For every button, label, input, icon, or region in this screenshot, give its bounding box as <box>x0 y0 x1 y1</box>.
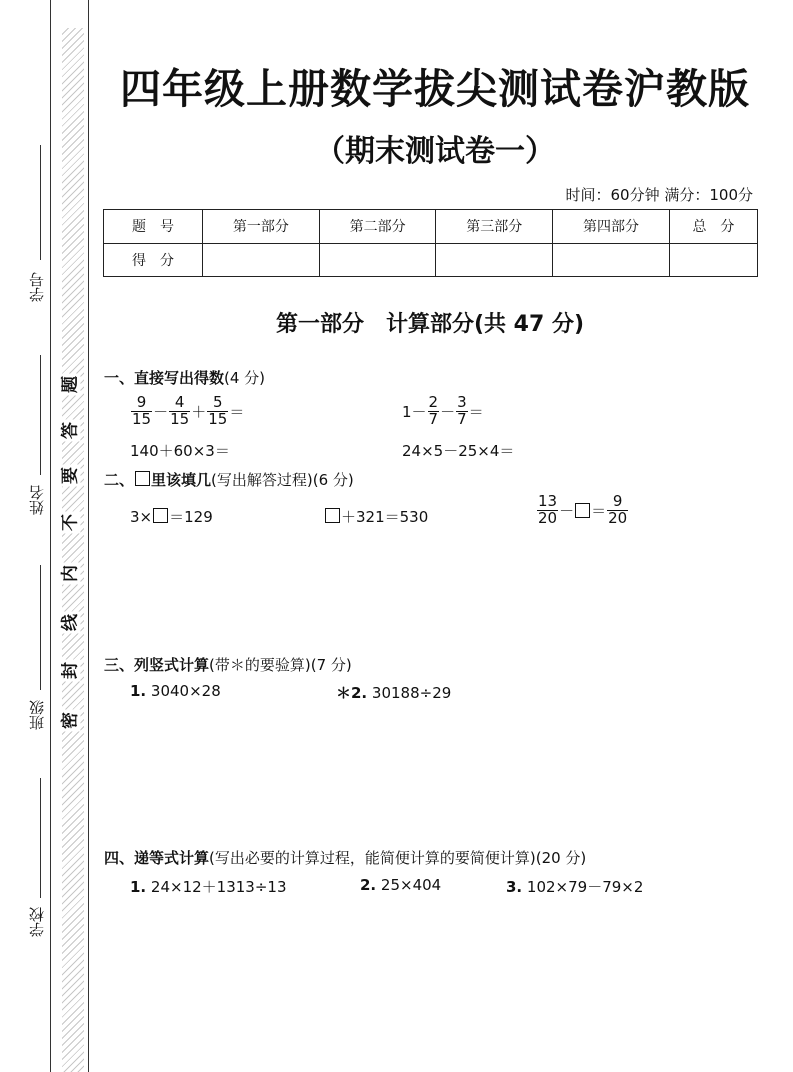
score-cell-part2[interactable] <box>319 243 436 277</box>
question-number: 2. <box>360 876 377 894</box>
s1-question1 <box>130 395 244 428</box>
score-header-cell: 总 分 <box>669 210 757 244</box>
seal-char: 密 <box>56 710 81 732</box>
section2-note: (写出解答过程)(6 分) <box>211 471 354 489</box>
fraction: $\frac{3}{7}$ <box>457 393 467 428</box>
question-number: 1. <box>130 682 147 700</box>
s1-question3: 140＋60×3＝ <box>130 442 230 460</box>
class-label: 班级 <box>28 700 46 730</box>
section1-title: 一、直接写出得数 <box>104 369 225 387</box>
section2-heading <box>104 469 354 490</box>
school-blank[interactable] <box>40 778 41 898</box>
section1-points: (4 分) <box>224 369 266 387</box>
fraction: $\frac{5}{15}$ <box>208 393 228 428</box>
question-number: ＊2. <box>336 684 368 702</box>
score-cell-part3[interactable] <box>436 243 553 277</box>
part1-title: 第一部分 计算部分(共 47 分) <box>275 312 585 337</box>
seal-char: 题 <box>56 374 81 396</box>
expression-text: ＋321＝530 <box>341 508 429 526</box>
operator: － <box>153 402 169 421</box>
s2-question3 <box>536 494 629 527</box>
blank-box-icon <box>153 508 168 523</box>
expression-text: 1－ <box>402 402 427 421</box>
binding-hatch <box>62 28 84 1072</box>
page-title: 四年级上册数学拔尖测试卷沪教版 <box>120 65 750 113</box>
score-row-label: 得 分 <box>104 243 203 277</box>
s4-question1 <box>130 876 287 897</box>
expression-text: ＝129 <box>169 508 213 526</box>
s2-question1 <box>130 506 213 527</box>
s1-question2 <box>402 395 484 428</box>
expression-text: 102×79－79×2 <box>526 878 644 896</box>
school-label: 学校 <box>28 907 46 937</box>
score-cell-part4[interactable] <box>553 243 670 277</box>
binding-line-inner <box>88 0 89 1072</box>
section1-heading <box>104 367 265 388</box>
seal-char: 线 <box>56 612 81 634</box>
s2-question2 <box>324 506 428 527</box>
fraction: $\frac{13}{20}$ <box>538 492 558 527</box>
expression-text: 25×404 <box>380 876 442 894</box>
section3-title: 三、列竖式计算 <box>104 656 210 674</box>
operator: － <box>440 402 456 421</box>
section4-title: 四、递等式计算 <box>104 849 210 867</box>
section4-heading <box>104 847 586 868</box>
fraction: $\frac{2}{7}$ <box>428 393 439 428</box>
section3-heading <box>104 654 352 675</box>
score-table-header-row <box>104 210 758 244</box>
operator: ＋ <box>191 402 207 421</box>
fraction: $\frac{4}{15}$ <box>170 393 190 428</box>
time-info: 时间：60分钟 满分：100分 <box>565 186 753 204</box>
student-id-label: 学号 <box>28 272 46 302</box>
question-number: 1. <box>130 878 147 896</box>
section3-note: (带＊的要验算)(7 分) <box>209 656 352 674</box>
section2-title: 里该填几 <box>151 471 212 489</box>
fraction: $\frac{9}{20}$ <box>608 492 628 527</box>
expression-text: 24×12＋1313÷13 <box>150 878 287 896</box>
score-header-cell: 第一部分 <box>203 210 320 244</box>
score-header-cell: 题 号 <box>104 210 203 244</box>
seal-char: 封 <box>56 660 81 682</box>
page-subtitle: （期末测试卷一） <box>315 134 555 169</box>
expression-text: 3× <box>130 508 153 526</box>
name-label: 姓名 <box>28 485 46 515</box>
student-id-blank[interactable] <box>40 145 41 260</box>
expression-text: 3040×28 <box>150 682 221 700</box>
seal-char: 要 <box>56 465 81 487</box>
name-blank[interactable] <box>40 355 41 475</box>
seal-char: 答 <box>56 420 81 442</box>
blank-box-icon <box>325 508 340 523</box>
seal-char: 内 <box>56 563 81 585</box>
s1-question4: 24×5－25×4＝ <box>402 442 515 460</box>
question-number: 3. <box>506 878 523 896</box>
class-blank[interactable] <box>40 565 41 690</box>
blank-box-icon <box>135 471 150 486</box>
expression-text: 30188÷29 <box>371 684 452 702</box>
score-header-cell: 第四部分 <box>553 210 670 244</box>
score-table <box>103 209 758 277</box>
fraction: $\frac{9}{15}$ <box>132 393 152 428</box>
blank-box-icon <box>575 503 590 518</box>
s3-question1 <box>130 682 221 700</box>
score-header-cell: 第三部分 <box>436 210 553 244</box>
score-table-score-row <box>104 243 758 277</box>
s4-question2 <box>360 876 441 894</box>
score-cell-total[interactable] <box>669 243 757 277</box>
section2-number: 二、 <box>104 471 135 489</box>
section4-note: (写出必要的计算过程，能简便计算的要简便计算)(20 分) <box>209 849 587 867</box>
score-cell-part1[interactable] <box>203 243 320 277</box>
score-header-cell: 第二部分 <box>319 210 436 244</box>
equals: ＝ <box>468 402 484 421</box>
equals: ＝ <box>591 501 607 520</box>
s3-question2 <box>336 682 451 703</box>
equals: ＝ <box>229 402 245 421</box>
s4-question3 <box>506 876 643 897</box>
operator: － <box>559 501 575 520</box>
seal-char: 不 <box>56 512 81 534</box>
